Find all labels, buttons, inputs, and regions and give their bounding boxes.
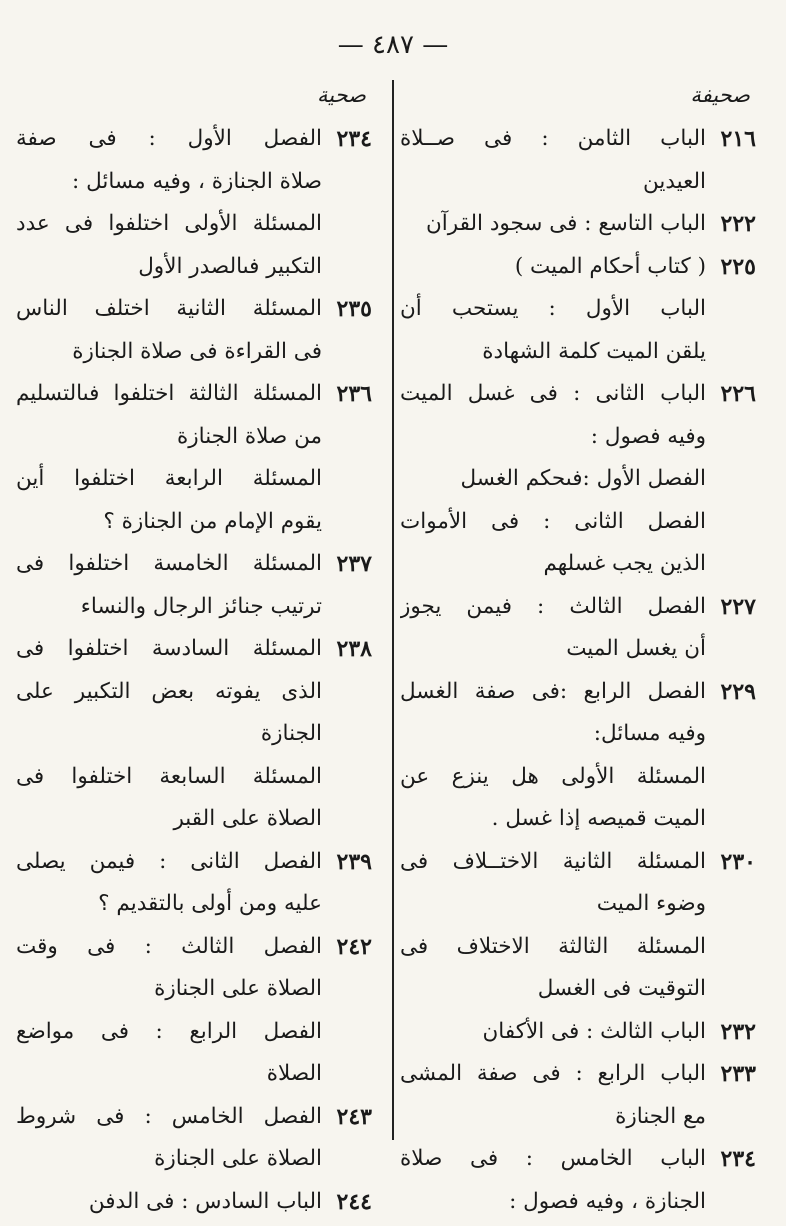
- entry-line: التوقيت فى الغسل: [537, 976, 706, 1001]
- toc-entry: [400, 756, 756, 841]
- entry-title: [16, 458, 322, 543]
- entry-line: أن يغسل الميت: [566, 636, 706, 661]
- entry-title: [400, 288, 706, 373]
- toc-entry: [400, 288, 756, 373]
- entry-line: صلاة الجنازة ، وفيه مسائل :: [72, 168, 322, 194]
- entry-line: التكبير فىالصدر الأول: [138, 253, 322, 279]
- entry-line: الميت قميصه إذا غسل .: [491, 806, 706, 831]
- entry-title: [16, 288, 322, 373]
- entry-line: يقوم الإمام من الجنازة ؟: [103, 508, 322, 534]
- entry-line: الفصل الرابع :فى صفة الغسل: [400, 678, 706, 704]
- entry-title: [400, 118, 706, 203]
- toc-entry: [16, 841, 372, 926]
- entry-line: الباب الرابع : فى صفة المشى: [400, 1061, 706, 1086]
- toc-entry: [400, 926, 756, 1011]
- entry-line: الباب الثانى : فى غسل الميت: [400, 381, 706, 406]
- page-reference: ٢٣٢: [720, 1018, 756, 1045]
- entry-line: المسئلة الرابعة اختلفوا أين: [16, 466, 322, 491]
- entry-title: [16, 373, 322, 458]
- entry-line: الصلاة على القبر: [173, 806, 322, 831]
- page-reference: ٢٣٤: [720, 1146, 756, 1172]
- entry-title: [400, 458, 706, 501]
- toc-entry: [400, 373, 756, 458]
- page-reference: ٢٤٤: [336, 1188, 372, 1215]
- entry-line: المسئلة الثانية اختلف الناس: [16, 296, 322, 321]
- entry-line: عليه ومن أولى بالتقديم ؟: [98, 891, 322, 916]
- toc-entry: [400, 118, 756, 203]
- entry-line: المسئلة السابعة اختلفوا فى: [16, 763, 322, 789]
- column-divider: [392, 80, 394, 1140]
- entry-line: الفصل الأول : فى صفة: [16, 126, 322, 151]
- entry-line: فى القراءة فى صلاة الجنازة: [72, 338, 322, 364]
- left-column: [16, 72, 372, 1223]
- toc-entry: [16, 1181, 372, 1224]
- entry-line: الجنازة: [260, 721, 322, 746]
- page-reference: ٢٣٠: [720, 848, 756, 875]
- toc-entry: [400, 1138, 756, 1223]
- page-column-header: صحيفة: [690, 83, 750, 107]
- entry-title: [400, 841, 706, 926]
- entry-line: المسئلة الثالثة الاختلاف فى: [400, 933, 706, 959]
- page-number: — ٤٨٧ —: [337, 30, 449, 60]
- entry-title: [400, 586, 706, 671]
- entry-line: الفصل الرابع : فى مواضع: [16, 1018, 322, 1044]
- entry-title: [16, 203, 322, 288]
- right-column: [400, 72, 756, 1223]
- page-reference: ٢٣٣: [720, 1061, 756, 1087]
- page-column-header: صحية: [317, 83, 366, 107]
- toc-entry: [16, 373, 372, 458]
- entry-line: الباب التاسع : فى سجود القرآن: [425, 211, 706, 236]
- entry-title: [16, 543, 322, 628]
- entry-title: [16, 118, 322, 203]
- page-reference: ٢٣٦: [336, 381, 372, 407]
- toc-entry: [400, 671, 756, 756]
- page-reference: ٢٣٤: [336, 126, 372, 152]
- entry-title: [16, 926, 322, 1011]
- entry-title: [400, 1053, 706, 1138]
- entry-title: [400, 246, 706, 289]
- toc-entry: [16, 118, 372, 203]
- entry-line: الفصل الثانى : فيمن يصلى: [16, 848, 322, 874]
- toc-entry: [16, 1011, 372, 1096]
- toc-entry: [16, 926, 372, 1011]
- toc-entry: [16, 1096, 372, 1181]
- entry-line: المسئلة السادسة اختلفوا فى: [16, 636, 322, 661]
- entry-line: الباب السادس : فى الدفن: [88, 1188, 322, 1214]
- entry-line: المسئلة الثانية الاختــلاف فى: [400, 848, 706, 874]
- page-reference: ٢٣٨: [336, 636, 372, 662]
- page-reference: ٢٣٥: [336, 296, 372, 322]
- toc-entry: [400, 246, 756, 289]
- page-reference: ٢٢٧: [720, 593, 756, 620]
- entry-title: [400, 756, 706, 841]
- entry-line: الباب الثالث : فى الأكفان: [482, 1018, 706, 1044]
- entry-title: [400, 1138, 706, 1223]
- entry-title: [16, 1096, 322, 1181]
- entry-line: الفصل الخامس : فى شروط: [16, 1103, 322, 1129]
- entry-line: المسئلة الثالثة اختلفوا فىالتسليم: [16, 381, 322, 406]
- page-reference: ٢٢٥: [720, 253, 756, 280]
- toc-entry: [16, 543, 372, 628]
- entry-line: الباب الثامن : فى صــلاة: [400, 126, 706, 151]
- entry-line: وفيه مسائل:: [593, 721, 706, 746]
- toc-entry: [16, 458, 372, 543]
- page-reference: ٢٤٢: [336, 933, 372, 960]
- toc-entry: [16, 756, 372, 841]
- toc-entry: [400, 586, 756, 671]
- toc-entry: [16, 288, 372, 373]
- toc-entry: [400, 841, 756, 926]
- entry-line: الصلاة على الجنازة: [154, 1146, 322, 1171]
- page-reference: ٢٢٦: [720, 381, 756, 407]
- entry-line: المسئلة الخامسة اختلفوا فى: [16, 551, 322, 576]
- entry-line: الذى يفوته بعض التكبير على: [16, 678, 322, 704]
- entry-line: الباب الخامس : فى صلاة: [400, 1146, 706, 1171]
- page-reference: ٢١٦: [720, 126, 756, 152]
- entry-title: [16, 841, 322, 926]
- entry-title: [400, 926, 706, 1011]
- entry-line: الفصل الثالث : فى وقت: [16, 933, 322, 959]
- entry-line: المسئلة الأولى هل ينزع عن: [400, 763, 706, 789]
- toc-entry: [400, 501, 756, 586]
- entry-line: وفيه فصول :: [590, 423, 706, 449]
- entry-title: [16, 1011, 322, 1096]
- toc-entry: [400, 1011, 756, 1054]
- entry-title: [16, 756, 322, 841]
- entry-line: يلقن الميت كلمة الشهادة: [482, 338, 706, 364]
- page-reference: ٢٤٣: [336, 1103, 372, 1130]
- toc-entry: [400, 458, 756, 501]
- entry-line: المسئلة الأولى اختلفوا فى عدد: [16, 211, 322, 236]
- toc-entry: [400, 203, 756, 246]
- entry-line: العيدين: [642, 168, 706, 194]
- entry-line: الفصل الأول :فىحكم الغسل: [460, 466, 706, 491]
- entry-title: [400, 203, 706, 246]
- entry-line: الذين يجب غسلهم: [543, 551, 706, 576]
- entry-line: ( كتاب أحكام الميت ): [514, 253, 706, 279]
- toc-entries: [16, 118, 372, 1223]
- page-reference: ٢٢٢: [720, 211, 756, 237]
- toc-entries: [400, 118, 756, 1223]
- entry-line: وضوء الميت: [596, 891, 706, 916]
- entry-title: [400, 671, 706, 756]
- entry-line: الباب الأول : يستحب أن: [400, 296, 706, 321]
- toc-entry: [16, 203, 372, 288]
- entry-line: الجنازة ، وفيه فصول :: [509, 1188, 706, 1214]
- entry-title: [16, 1181, 322, 1224]
- page-reference: ٢٣٩: [336, 848, 372, 875]
- entry-title: [400, 501, 706, 586]
- entry-title: [16, 628, 322, 756]
- toc-entry: [16, 628, 372, 756]
- toc-entry: [400, 1053, 756, 1138]
- entry-line: مع الجنازة: [615, 1103, 706, 1129]
- entry-line: الفصل الثالث : فيمن يجوز: [400, 593, 706, 619]
- entry-line: من صلاة الجنازة: [177, 423, 322, 449]
- page-reference: ٢٣٧: [336, 551, 372, 577]
- entry-title: [400, 1011, 706, 1054]
- entry-line: ترتيب جنائز الرجال والنساء: [80, 593, 322, 619]
- entry-line: الصلاة: [266, 1061, 322, 1086]
- page-reference: ٢٢٩: [720, 678, 756, 705]
- entry-line: الصلاة على الجنازة: [154, 976, 322, 1001]
- entry-line: الفصل الثانى : فى الأموات: [400, 508, 706, 534]
- entry-title: [400, 373, 706, 458]
